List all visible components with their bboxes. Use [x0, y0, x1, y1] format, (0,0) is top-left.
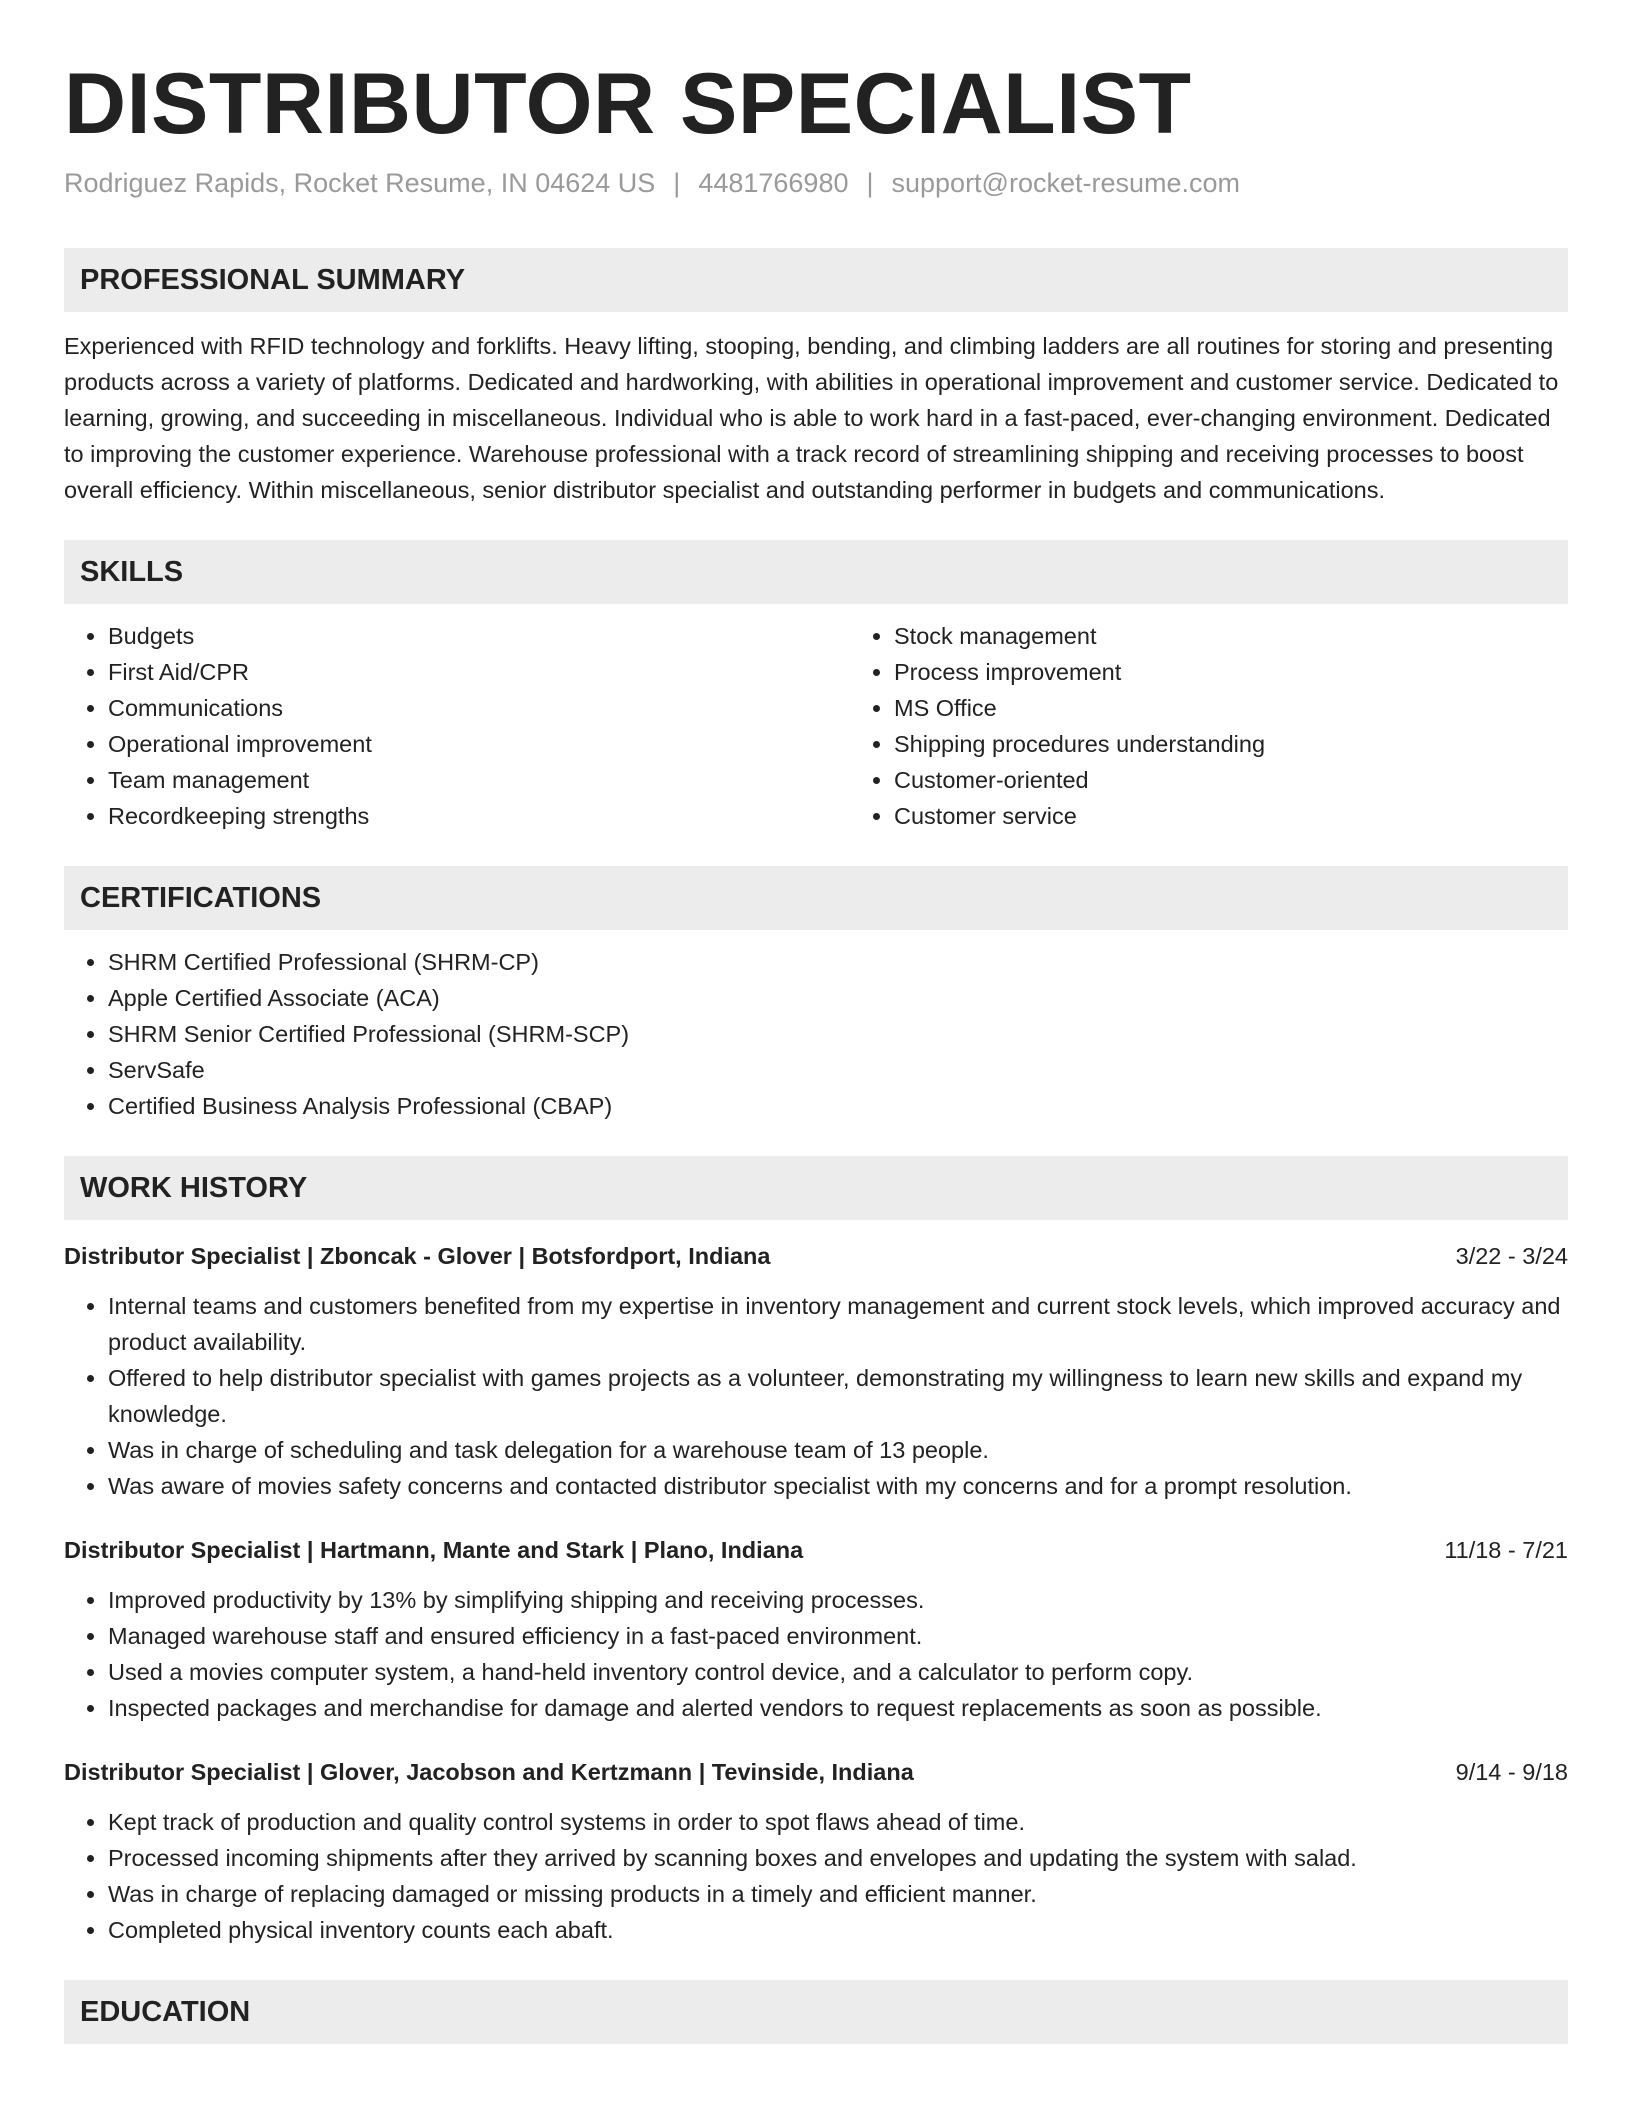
- job-bullet: • Kept track of production and quality control systems in order to spot flaws ahead of time.: [108, 1804, 1568, 1840]
- skills-list-left: [64, 618, 850, 834]
- skill-item: • Shipping procedures understanding: [894, 726, 1568, 762]
- skills-grid: [64, 618, 1568, 834]
- job-dates: 9/14 - 9/18: [1455, 1759, 1568, 1785]
- skill-item: • MS Office: [894, 690, 1568, 726]
- job-header: [64, 1754, 1568, 1790]
- contact-phone: 4481766980: [698, 168, 849, 198]
- skills-list-right: [850, 618, 1568, 834]
- job-bullets: [64, 1288, 1568, 1504]
- contact-separator: |: [673, 168, 681, 198]
- skill-item: • Recordkeeping strengths: [108, 798, 850, 834]
- certifications-section: [64, 866, 1568, 1124]
- skill-item: • Operational improvement: [108, 726, 850, 762]
- job-bullet: • Improved productivity by 13% by simplifying shipping and receiving processes.: [108, 1582, 1568, 1618]
- job-header: [64, 1238, 1568, 1274]
- job-bullets: [64, 1582, 1568, 1726]
- certification-item: • ServSafe: [108, 1052, 1568, 1088]
- contact-separator: |: [866, 168, 874, 198]
- work-history-section: [64, 1156, 1568, 1948]
- job-bullet: • Was in charge of replacing damaged or missing products in a timely and efficient manner.: [108, 1876, 1568, 1912]
- certification-item: • Apple Certified Associate (ACA): [108, 980, 1568, 1016]
- candidate-name: DISTRIBUTOR SPECIALIST: [64, 56, 1192, 152]
- contact-line: [64, 166, 1568, 200]
- skills-section: [64, 540, 1568, 834]
- job-bullet: • Managed warehouse staff and ensured efficiency in a fast-paced environment.: [108, 1618, 1568, 1654]
- summary-text: Experienced with RFID technology and forklifts. Heavy lifting, stooping, bending, and climbing ladders are all routines for storing and presenting products across a variety of platforms. Dedicated and hardworking, with abilities in operational improvement and customer service. Dedicated to learning, growing, and succeeding in miscellaneous. Individual who is able to work hard in a fast-paced, ever-changing environment. Dedicated to improving the customer experience. Warehouse professional with a track record of streamlining shipping and receiving processes to boost overall efficiency. Within miscellaneous, senior distributor specialist and outstanding performer in budgets and communications.: [64, 333, 1559, 503]
- job-bullet: • Used a movies computer system, a hand-held inventory control device, and a calculator to perform copy.: [108, 1654, 1568, 1690]
- job-dates: 3/22 - 3/24: [1455, 1243, 1568, 1269]
- job-title: Distributor Specialist | Zboncak - Glover | Botsfordport, Indiana: [64, 1243, 771, 1269]
- certification-item: • Certified Business Analysis Professional (CBAP): [108, 1088, 1568, 1124]
- job-header: [64, 1532, 1568, 1568]
- skill-item: • Process improvement: [894, 654, 1568, 690]
- job-bullet: • Inspected packages and merchandise for damage and alerted vendors to request replacements as soon as possible.: [108, 1690, 1568, 1726]
- skill-item: • First Aid/CPR: [108, 654, 850, 690]
- job-bullet: • Internal teams and customers benefited from my expertise in inventory management and current stock levels, which improved accuracy and product availability.: [108, 1288, 1568, 1360]
- job-bullet: • Completed physical inventory counts each abaft.: [108, 1912, 1568, 1948]
- skill-item: • Customer-oriented: [894, 762, 1568, 798]
- job-dates: 11/18 - 7/21: [1444, 1537, 1568, 1563]
- section-heading-summary: PROFESSIONAL SUMMARY: [64, 248, 1568, 312]
- job-title: Distributor Specialist | Glover, Jacobson and Kertzmann | Tevinside, Indiana: [64, 1759, 914, 1785]
- certification-item: • SHRM Certified Professional (SHRM-CP): [108, 944, 1568, 980]
- section-heading-work-history: WORK HISTORY: [64, 1156, 1568, 1220]
- job-entry: [64, 1532, 1568, 1726]
- job-entry: [64, 1754, 1568, 1948]
- contact-address: Rodriguez Rapids, Rocket Resume, IN 04624 US: [64, 168, 656, 198]
- section-heading-education: EDUCATION: [64, 1980, 1568, 2044]
- section-heading-skills: SKILLS: [64, 540, 1568, 604]
- skill-item: • Stock management: [894, 618, 1568, 654]
- job-bullet: • Was aware of movies safety concerns and contacted distributor specialist with my concerns and for a prompt resolution.: [108, 1468, 1568, 1504]
- professional-summary-section: [64, 248, 1568, 508]
- job-bullet: • Processed incoming shipments after they arrived by scanning boxes and envelopes and updating the system with salad.: [108, 1840, 1568, 1876]
- job-bullet: • Offered to help distributor specialist with games projects as a volunteer, demonstrating my willingness to learn new skills and expand my knowledge.: [108, 1360, 1568, 1432]
- skill-item: • Communications: [108, 690, 850, 726]
- contact-email: support@rocket-resume.com: [891, 168, 1241, 198]
- section-heading-certifications: CERTIFICATIONS: [64, 866, 1568, 930]
- skill-item: • Budgets: [108, 618, 850, 654]
- job-bullet: • Was in charge of scheduling and task delegation for a warehouse team of 13 people.: [108, 1432, 1568, 1468]
- job-bullets: [64, 1804, 1568, 1948]
- job-title: Distributor Specialist | Hartmann, Mante and Stark | Plano, Indiana: [64, 1537, 804, 1563]
- skill-item: • Team management: [108, 762, 850, 798]
- education-section: [64, 1980, 1568, 2044]
- job-entry: [64, 1238, 1568, 1504]
- certification-item: • SHRM Senior Certified Professional (SHRM-SCP): [108, 1016, 1568, 1052]
- skill-item: • Customer service: [894, 798, 1568, 834]
- certifications-list: [64, 944, 1568, 1124]
